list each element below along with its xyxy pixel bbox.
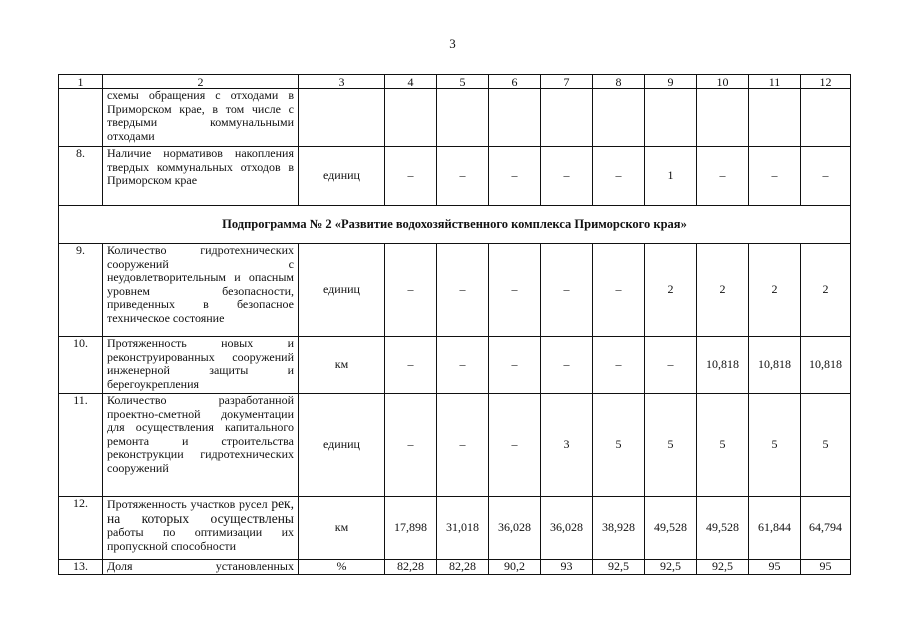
value-cell: 92,5 bbox=[697, 560, 749, 575]
value-cell bbox=[489, 89, 541, 147]
value-cell: – bbox=[489, 244, 541, 337]
value-cell: – bbox=[541, 147, 593, 206]
subprogram-row bbox=[59, 206, 851, 244]
header-cell: 12 bbox=[801, 75, 851, 89]
row-number: 13. bbox=[59, 560, 103, 575]
table-row bbox=[59, 147, 851, 206]
value-cell: 31,018 bbox=[437, 497, 489, 560]
value-cell: 64,794 bbox=[801, 497, 851, 560]
header-cell: 7 bbox=[541, 75, 593, 89]
value-cell: 10,818 bbox=[749, 337, 801, 394]
indicator-name: схемы обращения с отходами в Приморском крае, в том числе с твердыми коммунальными отходами bbox=[103, 89, 299, 147]
value-cell: 2 bbox=[697, 244, 749, 337]
value-cell: 5 bbox=[697, 394, 749, 497]
value-cell: 38,928 bbox=[593, 497, 645, 560]
row-number: 10. bbox=[59, 337, 103, 394]
value-cell: – bbox=[489, 394, 541, 497]
value-cell bbox=[593, 89, 645, 147]
value-cell: – bbox=[697, 147, 749, 206]
value-cell: 17,898 bbox=[385, 497, 437, 560]
value-cell: – bbox=[593, 147, 645, 206]
table-row bbox=[59, 394, 851, 497]
value-cell bbox=[541, 89, 593, 147]
value-cell: – bbox=[645, 337, 697, 394]
value-cell: – bbox=[749, 147, 801, 206]
value-cell: 3 bbox=[541, 394, 593, 497]
row-number: 11. bbox=[59, 394, 103, 497]
value-cell: 82,28 bbox=[437, 560, 489, 575]
indicator-name: Доля установленных bbox=[103, 560, 299, 575]
header-cell: 3 bbox=[299, 75, 385, 89]
table-row bbox=[59, 244, 851, 337]
value-cell: 5 bbox=[801, 394, 851, 497]
value-cell: 2 bbox=[645, 244, 697, 337]
page-number: 3 bbox=[449, 36, 456, 51]
value-cell: 5 bbox=[593, 394, 645, 497]
value-cell: 82,28 bbox=[385, 560, 437, 575]
value-cell bbox=[385, 89, 437, 147]
value-cell: – bbox=[801, 147, 851, 206]
value-cell: 90,2 bbox=[489, 560, 541, 575]
unit-cell: % bbox=[299, 560, 385, 575]
header-cell: 5 bbox=[437, 75, 489, 89]
value-cell: 1 bbox=[645, 147, 697, 206]
header-cell: 11 bbox=[749, 75, 801, 89]
table-row bbox=[59, 337, 851, 394]
indicator-name-part: рек, на которых осуществлены bbox=[107, 496, 294, 526]
value-cell: – bbox=[593, 337, 645, 394]
unit-cell: км bbox=[299, 337, 385, 394]
header-cell: 8 bbox=[593, 75, 645, 89]
value-cell: 93 bbox=[541, 560, 593, 575]
value-cell: – bbox=[437, 337, 489, 394]
value-cell: – bbox=[437, 394, 489, 497]
value-cell: 5 bbox=[645, 394, 697, 497]
value-cell: 92,5 bbox=[593, 560, 645, 575]
value-cell: 92,5 bbox=[645, 560, 697, 575]
unit-cell: единиц bbox=[299, 147, 385, 206]
value-cell: 10,818 bbox=[697, 337, 749, 394]
table-row bbox=[59, 89, 851, 147]
value-cell: – bbox=[541, 244, 593, 337]
header-cell: 6 bbox=[489, 75, 541, 89]
indicator-name: Наличие нормативов накопления твердых коммунальных отходов в Приморском крае bbox=[103, 147, 299, 206]
value-cell: 95 bbox=[749, 560, 801, 575]
indicator-name bbox=[103, 497, 299, 560]
unit-cell bbox=[299, 89, 385, 147]
value-cell: – bbox=[385, 337, 437, 394]
value-cell bbox=[801, 89, 851, 147]
header-cell: 1 bbox=[59, 75, 103, 89]
unit-cell: единиц bbox=[299, 244, 385, 337]
row-number: 9. bbox=[59, 244, 103, 337]
value-cell bbox=[749, 89, 801, 147]
value-cell: – bbox=[437, 244, 489, 337]
value-cell: – bbox=[489, 337, 541, 394]
indicator-name-part: Протяженность участков русел bbox=[107, 497, 268, 511]
value-cell: – bbox=[593, 244, 645, 337]
table-row bbox=[59, 560, 851, 575]
value-cell: – bbox=[385, 394, 437, 497]
unit-cell: км bbox=[299, 497, 385, 560]
indicator-name-part: работы по оптимизации их пропускной способности bbox=[107, 525, 294, 553]
indicator-name: Протяженность новых и реконструированных сооружений инженерной защиты и берегоукрепления bbox=[103, 337, 299, 394]
value-cell: – bbox=[541, 337, 593, 394]
header-cell: 4 bbox=[385, 75, 437, 89]
value-cell: – bbox=[385, 244, 437, 337]
value-cell: 36,028 bbox=[489, 497, 541, 560]
value-cell bbox=[437, 89, 489, 147]
value-cell: – bbox=[437, 147, 489, 206]
value-cell: 2 bbox=[749, 244, 801, 337]
value-cell: 36,028 bbox=[541, 497, 593, 560]
header-row bbox=[59, 75, 851, 89]
value-cell bbox=[697, 89, 749, 147]
row-number: 12. bbox=[59, 497, 103, 560]
value-cell: 49,528 bbox=[645, 497, 697, 560]
value-cell: 10,818 bbox=[801, 337, 851, 394]
value-cell: 2 bbox=[801, 244, 851, 337]
value-cell: 95 bbox=[801, 560, 851, 575]
header-cell: 9 bbox=[645, 75, 697, 89]
value-cell: 49,528 bbox=[697, 497, 749, 560]
value-cell: 61,844 bbox=[749, 497, 801, 560]
indicator-name: Количество гидротехнических сооружений с неудовлетворительным и опасным уровнем безопасности, приведенных в безопасное техническое состояние bbox=[103, 244, 299, 337]
value-cell: – bbox=[385, 147, 437, 206]
unit-cell: единиц bbox=[299, 394, 385, 497]
indicators-table bbox=[58, 74, 851, 575]
value-cell: – bbox=[489, 147, 541, 206]
row-number bbox=[59, 89, 103, 147]
indicator-name: Количество разработанной проектно-сметной документации для осуществления капитального ремонта и строительства реконструкции гидротехнических сооружений bbox=[103, 394, 299, 497]
header-cell: 2 bbox=[103, 75, 299, 89]
row-number: 8. bbox=[59, 147, 103, 206]
subprogram-title: Подпрограмма № 2 «Развитие водохозяйственного комплекса Приморского края» bbox=[59, 206, 851, 244]
value-cell bbox=[645, 89, 697, 147]
table-row bbox=[59, 497, 851, 560]
value-cell: 5 bbox=[749, 394, 801, 497]
header-cell: 10 bbox=[697, 75, 749, 89]
